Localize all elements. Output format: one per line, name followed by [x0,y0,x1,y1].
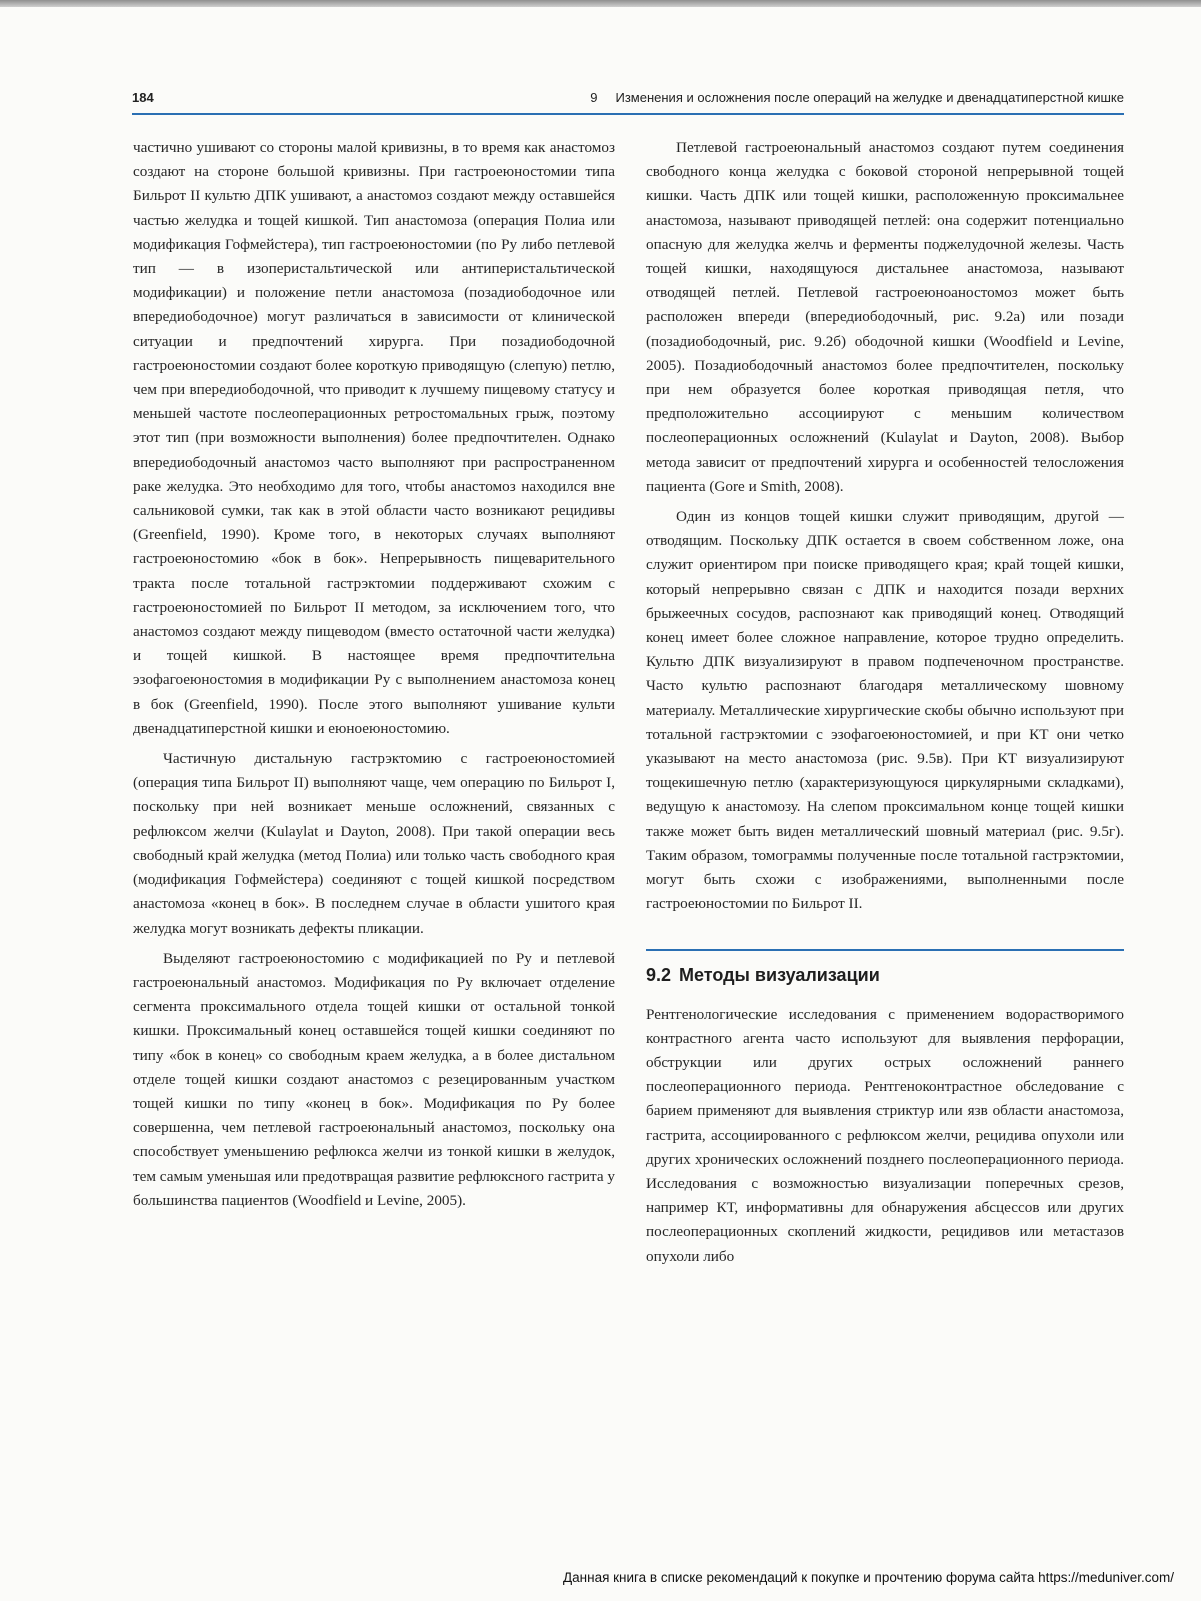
paragraph: Рентгенологические исследования с применением водорастворимого контрастного агента часто используют для выявления перфорации, обструкции или других острых осложнений раннего послеоперационного периода. Рентгеноконтрастное обследование с барием применяют для выявления стриктур или язв области анастомоза, гастрита, ассоциированного с рефлюксом желчи, рецидива опухоли или других хронических осложнений позднего послеоперационного периода. Исследования с возможностью визуализации поперечных срезов, например КТ, информативны для обнаружения абсцессов или других послеоперационных скоплений жидкости, рецидивов или метастазов опухоли либо [646,1005,1124,1265]
right-column [646,136,1124,1269]
paragraph: Один из концов тощей кишки служит приводящим, другой — отводящим. Поскольку ДПК остается в своем собственном ложе, она служит ориентиром при поиске приводящего края; край тощей кишки, который непрерывно связан с ДПК и находится позади верхних брыжеечных сосудов, распознают как приводящий конец. Отводящий конец имеет более сложное направление, которое трудно определить. Культю ДПК визуализируют в правом подпеченочном пространстве. Часто культю распознают благодаря металлическому шовному материалу. Металлические хирургические скобы обычно используют при тотальной гастрэктомии с эзофагоеюностомией, и при КТ они четко указывают на место анастомоза (рис. 9.5в). При КТ визуализируют тощекишечную петлю (характеризующуюся циркулярными складками), ведущую к анастомозу. На слепом проксимальном конце тощей кишки также может быть виден металлический шовный материал (рис. 9.5г). Таким образом, томограммы полученные после тотальной гастрэктомии, могут быть схожи с изображениями, выполненными после гастроеюностомии по Бильрот II. [646,508,1124,913]
header-rule [132,113,1124,115]
paragraph: Петлевой гастроеюнальный анастомоз создают путем соединения свободного конца желудка с боковой стороной непрерывной тощей кишки. Часть ДПК или тощей кишки, расположенную проксимальнее анастомоза, называют приводящей петлей: она содержит потенциально опасную для желудка желчь и ферменты поджелудочной железы. Часть тощей кишки, находящуюся дистальнее анастомоза, называют отводящей петлей. Петлевой гастроеюноаностомоз может быть расположен впереди (впередиободочный, рис. 9.2а) или позади (позадиободочный, рис. 9.2б) ободочной кишки (Woodfield и Levine, 2005). Позадиободочный анастомоз более предпочтителен, поскольку при нем образуется более короткая приводящая петля, что предположительно ассоциируют с меньшим количеством послеоперационных осложнений (Kulaylat и Dayton, 2008). Выбор метода зависит от предпочтений хирурга и особенностей телосложения пациента (Gore и Smith, 2008). [646,139,1124,495]
running-head [590,90,1124,105]
left-column [133,136,615,1213]
running-header [132,84,1124,114]
paragraph: Выделяют гастроеюностомию с модификацией по Ру и петлевой гастроеюнальный анастомоз. Модификация по Ру включает отделение сегмента проксимального отдела тощей кишки от остальной тонкой кишки. Проксимальный конец оставшейся тощей кишки соединяют по типу «бок в конец» со свободным краем желудка, а в более дистальном отделе тощей кишки создают анастомоз с резецированным участком тощей кишки по типу «конец в бок». Модификация по Ру более совершенна, чем петлевой гастроеюнальный анастомоз, поскольку она способствует уменьшению рефлюкса желчи из тонкой кишки в желудок, тем самым уменьшая или предотвращая развитие рефлюксного гастрита у большинства пациентов (Woodfield и Levine, 2005). [133,949,615,1209]
paragraph: частично ушивают со стороны малой кривизны, в то время как анастомоз создают на стороне большой кривизны. При гастроеюностомии типа Бильрот II культю ДПК ушивают, а анастомоз создают между оставшейся частью желудка и тощей кишкой. Тип анастомоза (операция Полиа или модификация Гофмейстера), тип гастроеюностомии (по Ру либо петлевой тип — в изоперистальтической или антиперистальтической модификации) и положение петли анастомоза (позадиободочное или впередиободочное) могут различаться в зависимости от клинической ситуации и предпочтений хирурга. При позадиободочной гастроеюностомии создают более короткую приводящую (слепую) петлю, чем при впередиободочной, что приводит к лучшему пищевому статусу и меньшей частоте послеоперационных ретростомальных грыж, поэтому этот тип (при возможности выполнения) более предпочтителен. Однако впередиободочный анастомоз часто выполняют при распространенном раке желудка. Это необходимо для того, чтобы анастомоз находился вне сальниковой сумки, так как в этой области часто возникают рецидивы (Greenfield, 1990). Кроме того, в некоторых случаях выполняют гастроеюностомию «бок в бок». Непрерывность пищеварительного тракта после тотальной гастрэктомии поддерживают схожим с гастроеюностомией по Бильрот II методом, за исключением того, что анастомоз создают между пищеводом (вместо остаточной части желудка) и тощей кишкой. В настоящее время предпочтительна эзофагоеюностомия в модификации Ру с выполнением анастомоза конец в бок (Greenfield, 1990). После этого выполняют ушивание культи двенадцатиперстной кишки и еюноеюностомию. [133,139,615,737]
top-edge-rule [0,0,1201,7]
chapter-title: Изменения и осложнения после операций на желудке и двенадцатиперстной кишке [615,90,1124,105]
paragraph: Частичную дистальную гастрэктомию с гастроеюностомией (операция типа Бильрот II) выполняют чаще, чем операцию по Бильрот I, поскольку при ней возникает меньше осложнений, связанных с рефлюксом желчи (Kulaylat и Dayton, 2008). При такой операции весь свободный край желудка (метод Полиа) или только часть свободного края (модификация Гофмейстера) соединяют с тощей кишкой посредством анастомоза «конец в бок». В последнем случае в области ушитого края желудка могут возникать дефекты пликации. [133,750,615,937]
footer-note: Данная книга в списке рекомендаций к покупке и прочтению форума сайта https://meduniver.com/ [563,1570,1174,1585]
section-number: 9.2 [646,964,672,985]
section-title: Методы визуализации [679,964,880,985]
section-heading [646,963,1124,987]
section-rule [646,949,1124,951]
page-number: 184 [132,90,154,105]
chapter-number: 9 [590,90,598,105]
